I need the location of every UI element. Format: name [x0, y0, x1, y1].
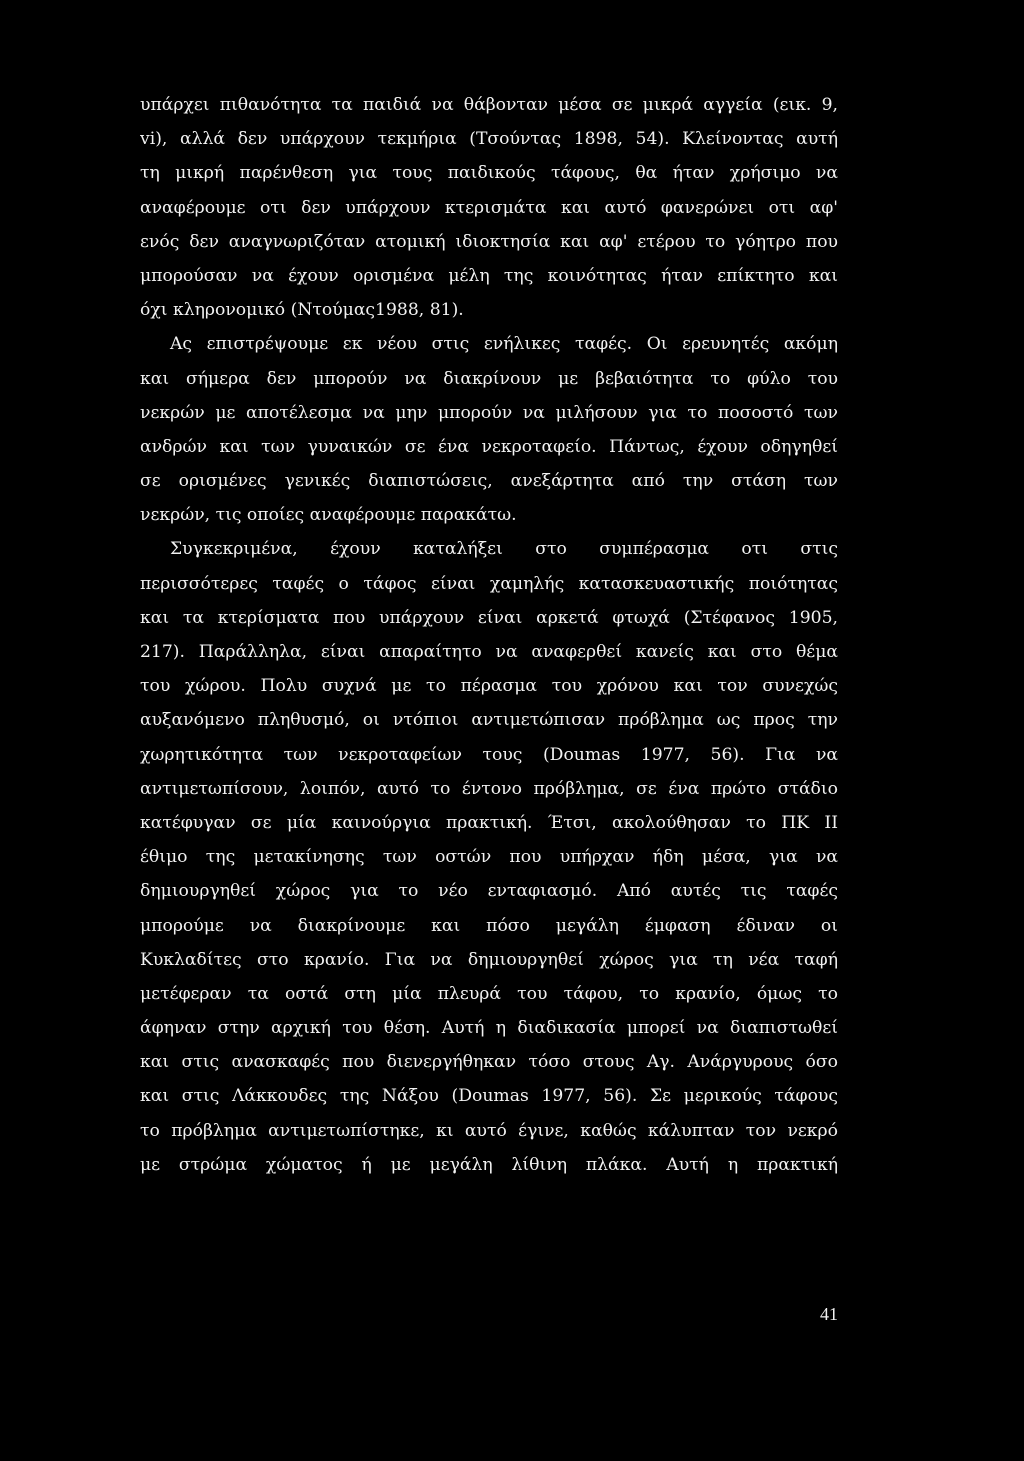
text-line: σε ορισμένες γενικές διαπιστώσεις, ανεξάρτητα από την στάση των [140, 471, 838, 492]
text-line: έθιμο της μετακίνησης των οστών που υπήρχαν ήδη μέσα, για να [140, 847, 838, 868]
text-line: και στις Λάκκουδες της Νάξου (Doumas 1977, 56). Σε μερικούς τάφους [140, 1086, 838, 1107]
text-line: μπορούμε να διακρίνουμε και πόσο μεγάλη έμφαση έδιναν οι [140, 915, 838, 936]
text-line: όχι κληρονομικό (Ντούμας1988, 81). [140, 300, 464, 321]
text-line: Κυκλαδίτες στο κρανίο. Για να δημιουργηθεί χώρος για τη νέα ταφή [140, 949, 838, 970]
text-line: αντιμετωπίσουν, λοιπόν, αυτό το έντονο πρόβλημα, σε ένα πρώτο στάδιο [140, 778, 838, 799]
text-line: ανδρών και των γυναικών σε ένα νεκροταφείο. Πάντως, έχουν οδηγηθεί [140, 436, 838, 457]
text-line: και στις ανασκαφές που διενεργήθηκαν τόσο στους Αγ. Ανάργυρους όσο [140, 1052, 838, 1073]
text-line: κατέφυγαν σε μία καινούργια πρακτική. Έτσι, ακολούθησαν το ΠΚ ΙΙ [140, 812, 838, 833]
text-line: αναφέρουμε οτι δεν υπάρχουν κτερισμάτα και αυτό φανερώνει οτι αφ' [140, 197, 838, 218]
text-line: δημιουργηθεί χώρος για το νέο ενταφιασμό. Από αυτές τις ταφές [140, 881, 838, 902]
text-line: άφηναν στην αρχική του θέση. Αυτή η διαδικασία μπορεί να διαπιστωθεί [140, 1018, 838, 1039]
text-line: vi), αλλά δεν υπάρχουν τεκμήρια (Τσούντας 1898, 54). Κλείνοντας αυτή [140, 129, 838, 150]
text-line: χωρητικότητα των νεκροταφείων τους (Doumas 1977, 56). Για να [140, 744, 838, 765]
text-line: περισσότερες ταφές ο τάφος είναι χαμηλής κατασκευαστικής ποιότητας [140, 573, 838, 594]
text-line: μετέφεραν τα οστά στη μία πλευρά του τάφου, το κρανίο, όμως το [140, 983, 838, 1004]
text-line: το πρόβλημα αντιμετωπίστηκε, κι αυτό έγινε, καθώς κάλυπταν τον νεκρό [140, 1120, 838, 1141]
text-line: υπάρχει πιθανότητα τα παιδιά να θάβονταν μέσα σε μικρά αγγεία (εικ. 9, [140, 95, 838, 115]
text-line: τη μικρή παρένθεση για τους παιδικούς τάφους, θα ήταν χρήσιμο να [140, 163, 838, 184]
page-number: 41 [820, 1304, 838, 1324]
text-line: νεκρών με αποτέλεσμα να μην μπορούν να μιλήσουν για το ποσοστό των [140, 402, 838, 423]
text-line: ενός δεν αναγνωριζόταν ατομική ιδιοκτησία και αφ' ετέρου το γόητρο που [140, 231, 838, 252]
text-line: Ας επιστρέψουμε εκ νέου στις ενήλικες ταφές. Οι ερευνητές ακόμη [170, 334, 838, 355]
text-line: αυξανόμενο πληθυσμό, οι ντόπιοι αντιμετώπισαν πρόβλημα ως προς την [140, 710, 838, 731]
text-line: του χώρου. Πολυ συχνά με το πέρασμα του χρόνου και τον συνεχώς [140, 676, 838, 697]
text-line: Συγκεκριμένα, έχουν καταλήξει στο συμπέρασμα οτι στις [170, 539, 838, 560]
text-line: μπορούσαν να έχουν ορισμένα μέλη της κοινότητας ήταν επίκτητο και [140, 265, 838, 286]
text-line: και τα κτερίσματα που υπάρχουν είναι αρκετά φτωχά (Στέφανος 1905, [140, 607, 838, 628]
text-line: με στρώμα χώματος ή με μεγάλη λίθινη πλάκα. Αυτή η πρακτική [140, 1154, 838, 1175]
text-line: και σήμερα δεν μπορούν να διακρίνουν με βεβαιότητα το φύλο του [140, 368, 838, 389]
text-line: 217). Παράλληλα, είναι απαραίτητο να αναφερθεί κανείς και στο θέμα [140, 642, 838, 662]
text-line: νεκρών, τις οποίες αναφέρουμε παρακάτω. [140, 505, 517, 526]
body-text [140, 88, 838, 1182]
